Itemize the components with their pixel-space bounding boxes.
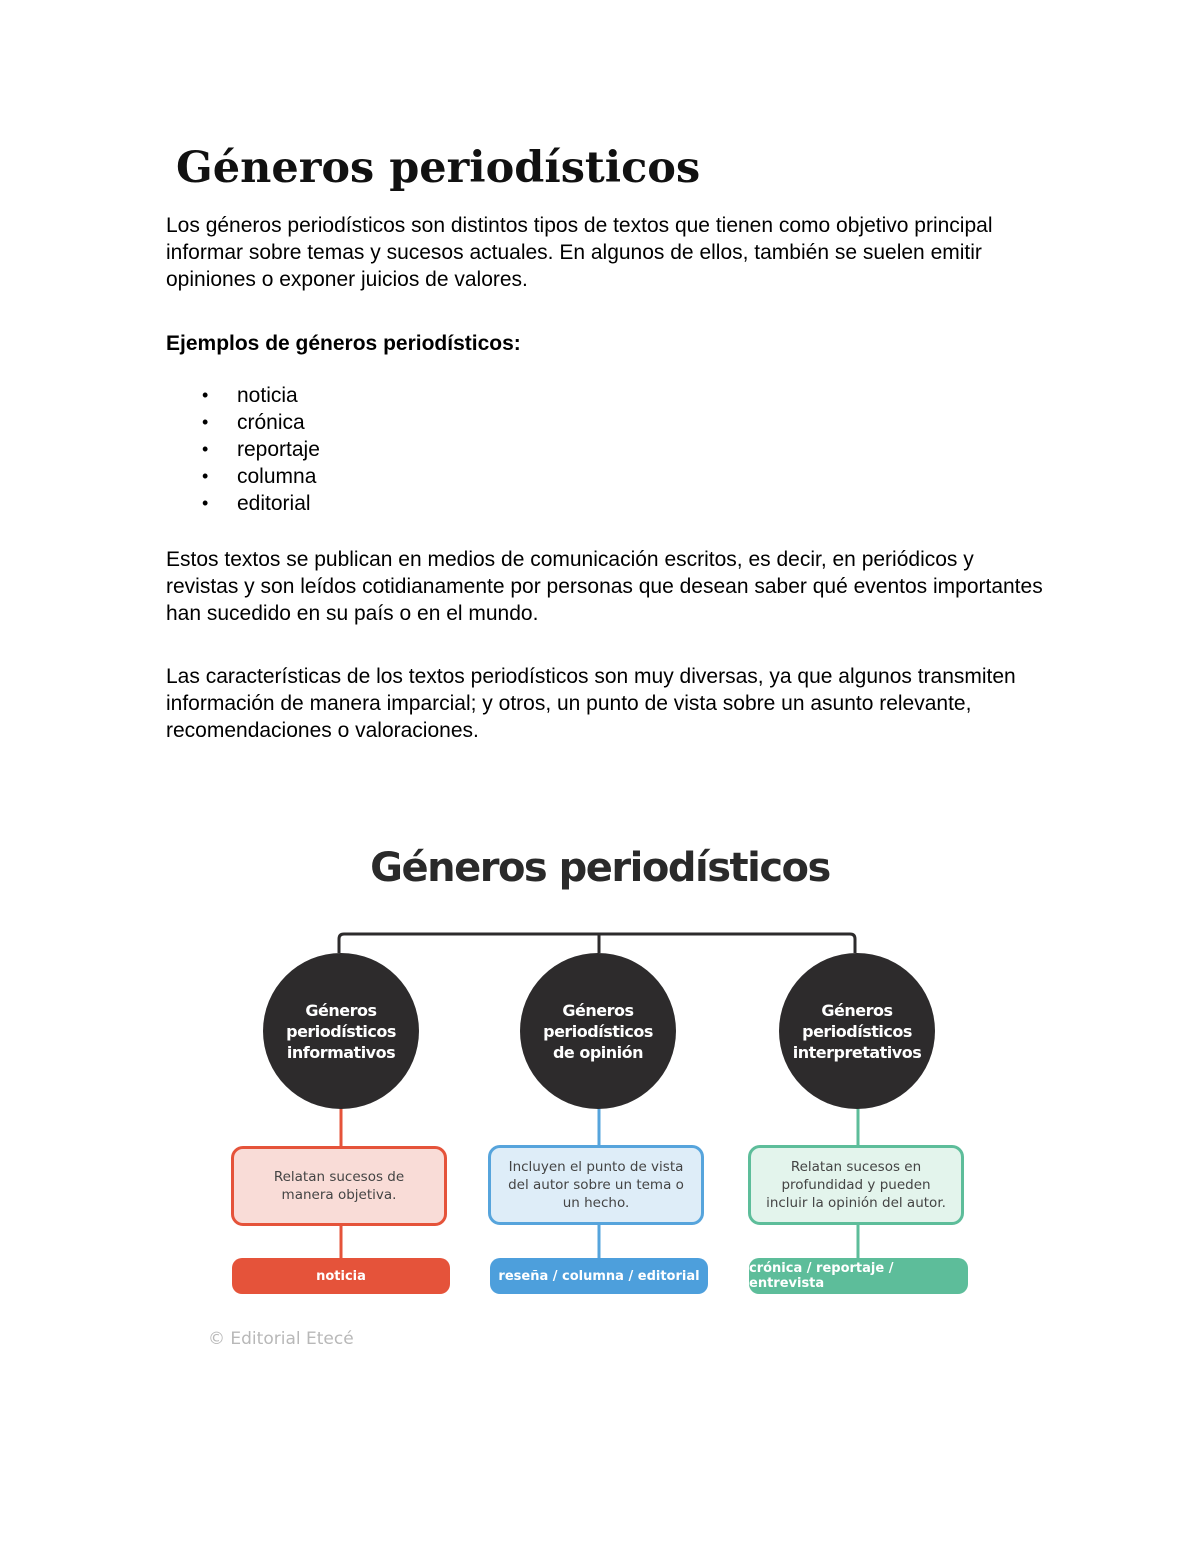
circle-line: Géneros xyxy=(305,1000,377,1020)
opinion-genre-circle xyxy=(520,953,676,1109)
list-item xyxy=(166,382,320,409)
characteristics-paragraph: Las características de los textos periodísticos son muy diversas, ya que algunos transmiten información de manera imparcial; y otros, un punto de vista sobre un asunto relevante, recomendaciones o valoraciones. xyxy=(166,665,1016,742)
informative-examples-pill: noticia xyxy=(232,1258,450,1294)
list-item-label: editorial xyxy=(237,492,311,515)
examples-list xyxy=(166,382,320,517)
list-item xyxy=(166,436,320,463)
list-item xyxy=(166,490,320,517)
interpretive-genre-circle xyxy=(779,953,935,1109)
media-paragraph: Estos textos se publican en medios de comunicación escritos, es decir, en periódicos y revistas y son leídos cotidianamente por personas que desean saber qué eventos importantes han sucedido en su país o en el mundo. xyxy=(166,548,1043,625)
bullet-icon: • xyxy=(202,466,209,486)
circle-line: periodísticos xyxy=(802,1021,912,1041)
bullet-icon: • xyxy=(202,385,209,405)
circle-line: periodísticos xyxy=(543,1021,653,1041)
list-item-label: crónica xyxy=(237,411,305,434)
bullet-icon: • xyxy=(202,493,209,513)
circle-line: informativos xyxy=(286,1042,396,1062)
top-connector-line xyxy=(339,934,855,953)
list-item-label: columna xyxy=(237,465,317,488)
genres-diagram xyxy=(200,835,1000,1375)
diagram-title: Géneros periodísticos xyxy=(370,845,830,891)
circle-line: Géneros xyxy=(562,1000,634,1020)
informative-genre-circle xyxy=(263,953,419,1109)
circle-line: interpretativos xyxy=(792,1042,922,1062)
opinion-examples-pill: reseña / columna / editorial xyxy=(490,1258,708,1294)
examples-heading: Ejemplos de géneros periodísticos: xyxy=(166,332,521,355)
intro-paragraph: Los géneros periodísticos son distintos tipos de textos que tienen como objetivo principal informar sobre temas y sucesos actuales. En algunos de ellos, también se suelen emitir opiniones o exponer juicios de valores. xyxy=(166,214,993,291)
document-title: Géneros periodísticos xyxy=(176,143,701,193)
circle-line: Géneros xyxy=(821,1000,893,1020)
interpretive-description-box: Relatan sucesos en profundidad y pueden incluir la opinión del autor. xyxy=(748,1145,964,1225)
circle-line: periodísticos xyxy=(286,1021,396,1041)
informative-description-box: Relatan sucesos de manera objetiva. xyxy=(231,1146,447,1226)
list-item-label: noticia xyxy=(237,384,298,407)
opinion-description-box: Incluyen el punto de vista del autor sobre un tema o un hecho. xyxy=(488,1145,704,1225)
list-item-label: reportaje xyxy=(237,438,320,461)
bullet-icon: • xyxy=(202,412,209,432)
bullet-icon: • xyxy=(202,439,209,459)
list-item xyxy=(166,409,320,436)
interpretive-examples-pill: crónica / reportaje / entrevista xyxy=(749,1258,968,1294)
list-item xyxy=(166,463,320,490)
circle-line: de opinión xyxy=(552,1042,644,1062)
image-credit: © Editorial Etecé xyxy=(208,1329,354,1349)
